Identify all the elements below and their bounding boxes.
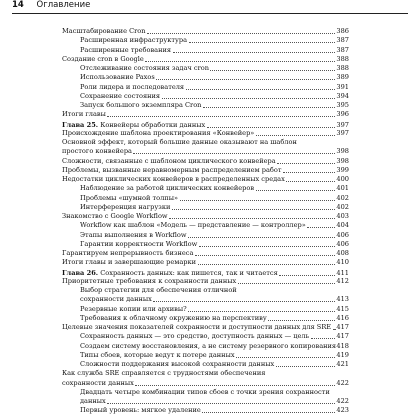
toc-page-number: 411	[336, 268, 349, 277]
toc-page-number: 422	[336, 378, 349, 387]
toc-entry-text: Сложности поддержания высокой сохранности данных	[80, 360, 275, 368]
toc-page-number: 404	[336, 221, 349, 230]
dot-leader	[256, 190, 335, 191]
dot-leader	[311, 338, 335, 339]
dot-leader	[133, 153, 334, 154]
dot-leader	[147, 33, 335, 34]
toc-entry-title	[80, 405, 201, 415]
toc-entry-text: Резервные копии или архивы?	[80, 304, 187, 313]
dot-leader	[188, 237, 335, 238]
toc-page-number: 422	[336, 397, 349, 405]
dot-leader	[268, 320, 335, 321]
dot-leader	[153, 301, 335, 302]
dot-leader	[210, 70, 334, 71]
toc-page-number: 399	[336, 165, 349, 174]
dot-leader	[286, 181, 335, 182]
dot-leader	[203, 107, 335, 108]
toc-entry-text: Наблюдение за работой циклических конвейеров	[80, 184, 255, 193]
toc-entry-text: сохранности данных	[80, 295, 152, 304]
toc-entry[interactable]	[0, 405, 420, 415]
toc-entry-text: Гарантии корректности Workflow	[80, 239, 198, 248]
toc-page-number: 418	[336, 341, 349, 350]
dot-leader	[199, 246, 335, 247]
dot-leader	[238, 283, 335, 284]
toc-entry-text: Типы сбоев, которые ведут к потере данных	[80, 350, 235, 359]
toc-page-number: 396	[336, 110, 349, 119]
dot-leader	[195, 255, 335, 256]
toc-entry-text: Происхождение шаблона проектирования «Конвейер»	[62, 128, 255, 137]
dot-leader	[189, 42, 335, 43]
toc-page-number: 406	[336, 230, 349, 239]
toc-entry-text: Целевые значения показателей сохранности и доступности данных для SRE	[62, 323, 332, 331]
toc-page-number: 394	[336, 91, 349, 100]
toc-entry-title	[62, 257, 196, 267]
toc-page-number: 417	[336, 323, 349, 331]
toc-entry-text: Проблемы «шумной толпы»	[80, 193, 178, 202]
dot-leader	[107, 116, 335, 117]
toc-page-number: 419	[336, 350, 349, 359]
toc-page-number: 400	[336, 175, 349, 183]
chapter-label: Глава 26.	[62, 268, 99, 277]
running-title: Оглавление	[36, 0, 91, 10]
toc-page-number: 398	[336, 156, 349, 165]
toc-page-number: 403	[336, 212, 349, 220]
toc-entry-text: Сохранность данных — это средство, доступность данных — цель	[80, 332, 310, 341]
toc-entry-text: Масштабирование Cron	[62, 27, 146, 35]
toc-page-number: 401	[336, 184, 349, 193]
toc-page-number: 391	[336, 82, 349, 91]
toc-entry-text: Конвейеры обработки данных	[100, 120, 206, 129]
toc-entry-text: Роли лидера и последователя	[80, 82, 185, 91]
toc-entry-text: Итоги главы и завершающие ремарки	[62, 258, 197, 267]
toc-entry-text: простого конвейера	[62, 147, 132, 156]
toc-page-number: 416	[336, 313, 349, 322]
toc-page-number: 386	[336, 27, 349, 35]
toc-entry-text: сохранности данных	[62, 378, 134, 387]
toc-entry-text: Сложности, связанные с шаблоном циклического конвейера	[62, 156, 276, 165]
dot-leader	[198, 264, 335, 265]
toc-page-number: 413	[336, 295, 349, 304]
toc-entry-text: Двадцать четыре комбинации типов сбоев с точки зрения сохранности	[80, 387, 330, 396]
toc-entry-text: Первый уровень: мягкое удаление	[80, 406, 201, 415]
dot-leader	[172, 209, 335, 210]
toc-entry-text: Этапы выполнения в Workflow	[80, 230, 187, 239]
toc-entry-text: Приоритетные требования к сохранности данных	[62, 276, 237, 285]
toc-entry-text: Workflow как шаблон «Модель — представление — контроллер»	[80, 221, 306, 230]
dot-leader	[107, 403, 335, 404]
toc-entry-text: Запуск большого экземпляра Cron	[80, 101, 202, 109]
toc-page-number: 387	[336, 36, 349, 45]
toc-page-number: 389	[336, 73, 349, 82]
toc-entry-text: Как служба SRE справляется с трудностями обеспечения	[62, 369, 266, 378]
toc-entry-text: Расширенные требования	[80, 45, 172, 54]
dot-leader	[276, 366, 335, 367]
dot-leader	[333, 329, 335, 330]
toc-entry-text: Выбор стратегии для обеспечения отличной	[80, 286, 237, 294]
toc-entry-text: Сохранность данных: как пишется, так и читается	[100, 268, 278, 277]
toc-entry-text: Интерференция нагрузки	[80, 202, 171, 211]
toc-page-number: 397	[336, 120, 349, 129]
toc-page-number: 410	[336, 258, 349, 267]
toc-entry[interactable]	[0, 257, 420, 267]
toc-entry-text: Расширенная инфраструктура	[80, 36, 188, 45]
toc-entry-text: Создаем систему восстановления, а не систему резервного копирования	[80, 341, 337, 350]
toc-entry-text: Итоги главы	[62, 110, 106, 119]
dot-leader	[169, 218, 335, 219]
dot-leader	[145, 61, 335, 62]
dot-leader	[277, 163, 335, 164]
toc-page-number: 412	[336, 276, 349, 285]
dot-leader	[307, 227, 335, 228]
toc-page-number: 423	[336, 406, 349, 415]
dot-leader	[186, 89, 335, 90]
toc-entry-text: Сохранение состояния	[80, 91, 161, 100]
page-header	[12, 0, 408, 14]
toc-page-number: 417	[336, 332, 349, 341]
toc-entry-text: Основной эффект, который большие данные оказывают на шаблон	[62, 138, 297, 146]
dot-leader	[135, 385, 335, 386]
toc-page-number: 388	[336, 64, 349, 72]
dot-leader	[173, 52, 335, 53]
toc-entry-text: Использование Paxos	[80, 73, 155, 82]
dot-leader	[236, 357, 335, 358]
dot-leader	[283, 172, 335, 173]
dot-leader	[156, 79, 335, 80]
toc-entry-text: Создание cron в Google	[62, 54, 144, 63]
toc-page-number: 421	[336, 360, 349, 368]
toc-page-number: 388	[336, 54, 349, 63]
toc-page-number: 402	[336, 193, 349, 202]
toc-page-number: 395	[336, 101, 349, 109]
toc-page-number: 387	[336, 45, 349, 54]
toc-entry-text: Проблемы, вызванные неравномерным распределением работ	[62, 165, 282, 174]
toc-page-number: 397	[336, 128, 349, 137]
toc-entry-text: Недостатки циклических конвейеров в распределенных средах	[62, 175, 285, 183]
toc-page-number: 415	[336, 304, 349, 313]
toc-page-number: 398	[336, 147, 349, 156]
toc-page-number: 406	[336, 239, 349, 248]
dot-leader	[180, 200, 335, 201]
dot-leader	[188, 311, 335, 312]
toc-entry-text: Требования к облачному окружению на перспективу	[80, 313, 267, 322]
toc-entry-text: Отслеживание состояния задач cron	[80, 64, 209, 72]
toc-entry-text: Гарантируем непрерывность бизнеса	[62, 249, 194, 257]
page-number: 14	[12, 0, 24, 10]
dot-leader	[256, 135, 335, 136]
dot-leader	[162, 98, 335, 99]
toc-entry[interactable]	[0, 109, 420, 119]
toc-page-number: 408	[336, 249, 349, 257]
toc-entry-text: Знакомство с Google Workflow	[62, 212, 168, 220]
chapter-label: Глава 25.	[62, 120, 99, 129]
toc-page-number: 402	[336, 202, 349, 211]
dot-leader	[202, 412, 335, 413]
toc-entry-text: данных	[80, 397, 106, 405]
toc-entry-title	[62, 109, 106, 119]
